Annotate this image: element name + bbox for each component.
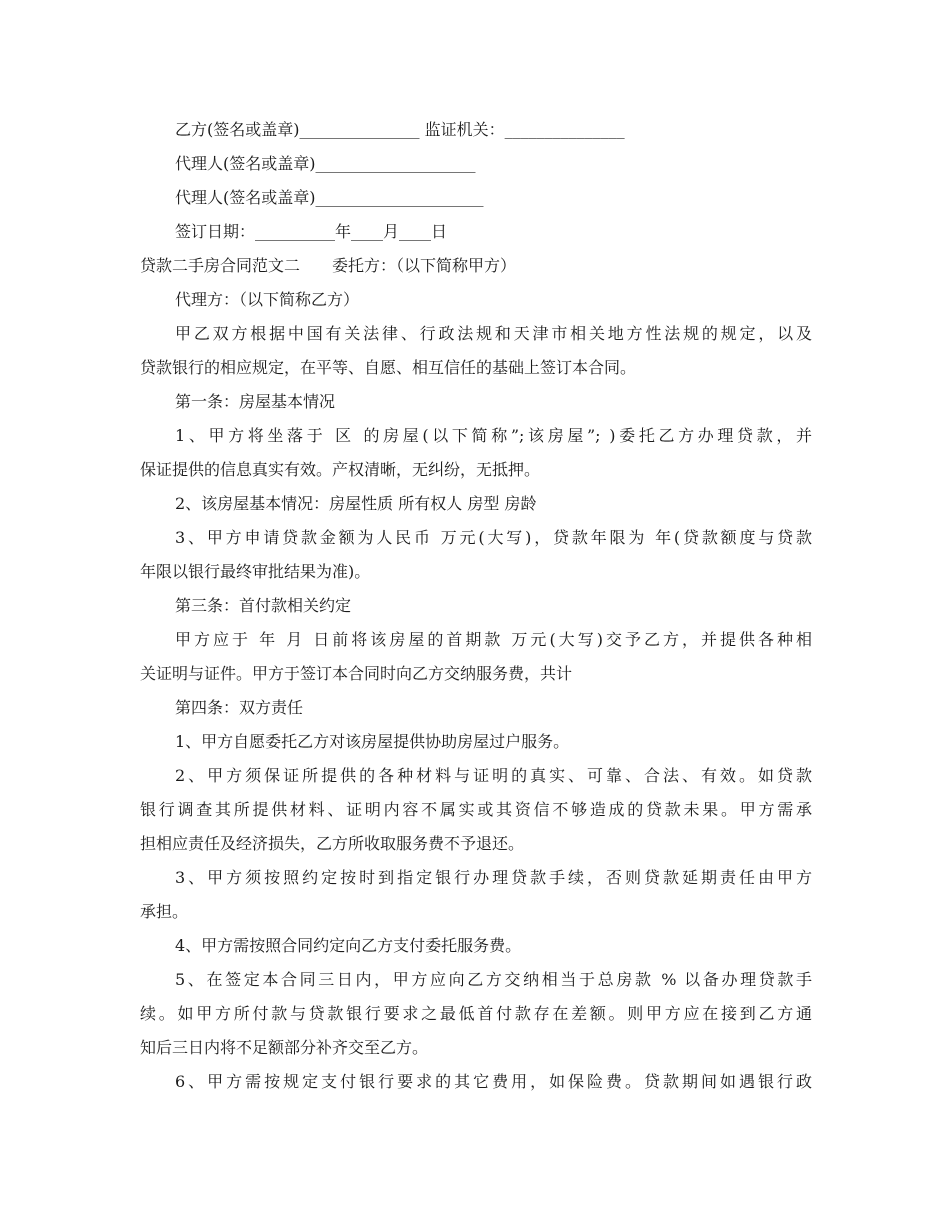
paragraph-line: 3、甲方须按照约定按时到指定银行办理贷款手续，否则贷款延期责任由甲方	[175, 868, 812, 887]
paragraph-line: 贷款银行的相应规定，在平等、自愿、相互信任的基础上签订本合同。	[140, 358, 637, 377]
paragraph-line: 银行调查其所提供材料、证明内容不属实或其资信不够造成的贷款未果。甲方需承	[140, 800, 812, 819]
paragraph-line: 2、甲方须保证所提供的各种材料与证明的真实、可靠、合法、有效。如贷款	[175, 766, 812, 785]
article-heading: 第四条：双方责任	[175, 698, 304, 717]
signing-date-line: 签订日期：__________年____月____日	[175, 222, 448, 241]
paragraph-line: 2、该房屋基本情况：房屋性质 所有权人 房型 房龄	[175, 494, 537, 513]
agent-signature-line-2: 代理人(签名或盖章)_____________________	[175, 188, 484, 207]
paragraph-line: 甲乙双方根据中国有关法律、行政法规和天津市相关地方性法规的规定，以及	[175, 324, 812, 343]
paragraph-line: 保证提供的信息真实有效。产权清晰，无纠纷，无抵押。	[140, 460, 541, 479]
paragraph-line: 知后三日内将不足额部分补齐交至乙方。	[140, 1038, 429, 1057]
paragraph-line: 承担。	[140, 902, 189, 921]
paragraph-line: 关证明与证件。甲方于签订本合同时向乙方交纳服务费，共计	[140, 664, 573, 683]
paragraph-line: 1、甲方将坐落于 区 的房屋(以下简称”;该房屋”; )委托乙方办理贷款，并	[175, 426, 812, 445]
paragraph-line: 4、甲方需按照合同约定向乙方支付委托服务费。	[175, 936, 522, 955]
article-heading: 第三条：首付款相关约定	[175, 596, 352, 615]
paragraph-line: 3、甲方申请贷款金额为人民币 万元(大写)，贷款年限为 年(贷款额度与贷款	[175, 528, 812, 547]
paragraph-line: 担相应责任及经济损失，乙方所收取服务费不予退还。	[140, 834, 525, 853]
paragraph-line: 年限以银行最终审批结果为准)。	[140, 562, 371, 581]
agent-signature-line-1: 代理人(签名或盖章)____________________	[175, 154, 476, 173]
paragraph-line: 甲方应于 年 月 日前将该房屋的首期款 万元(大写)交予乙方，并提供各种相	[175, 630, 812, 649]
article-heading: 第一条：房屋基本情况	[175, 392, 336, 411]
paragraph-line: 续。如甲方所付款与贷款银行要求之最低首付款存在差额。则甲方应在接到乙方通	[140, 1004, 812, 1023]
paragraph-line: 5、在签定本合同三日内，甲方应向乙方交纳相当于总房款 % 以备办理贷款手	[175, 970, 812, 989]
contract-title-line: 贷款二手房合同范文二 委托方：（以下简称甲方）	[140, 256, 517, 275]
party-b-signature-line: 乙方(签名或盖章)_______________ 监证机关：_______________	[175, 120, 625, 139]
paragraph-line: 6、甲方需按规定支付银行要求的其它费用，如保险费。贷款期间如遇银行政	[175, 1072, 812, 1091]
paragraph-line: 1、甲方自愿委托乙方对该房屋提供协助房屋过户服务。	[175, 732, 570, 751]
agent-party-line: 代理方：（以下简称乙方）	[175, 290, 360, 309]
